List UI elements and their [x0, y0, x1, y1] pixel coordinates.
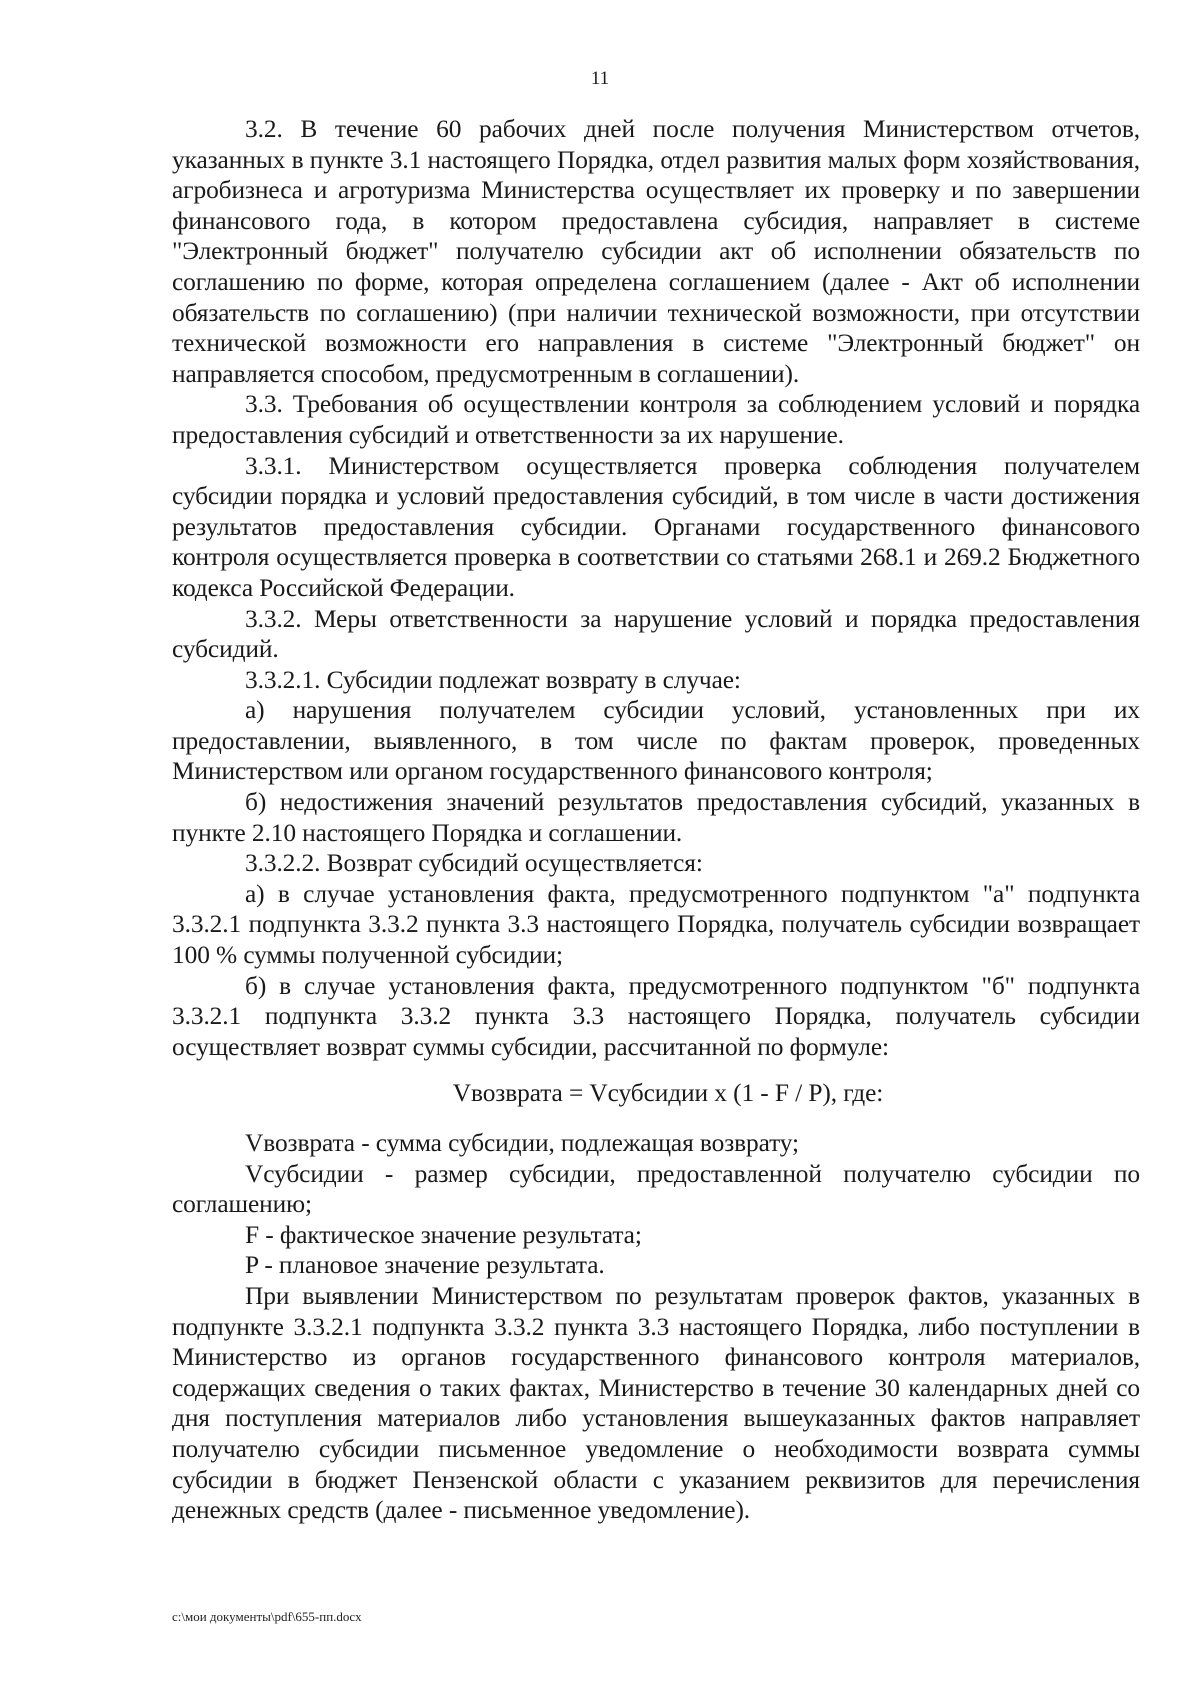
page-number: 11 [590, 68, 610, 89]
definition-f: F - фактическое значение результата; [245, 1220, 642, 1249]
paragraph-3-3-2-1-b: б) недостижения значений результатов предоставления субсидий, указанных в пункте 2.10 настоящего Порядка и соглашении. [172, 788, 1140, 847]
definition-v-subsidy: Vсубсидии - размер субсидии, предоставленной получателю субсидии по соглашению; [172, 1159, 1140, 1219]
paragraph-3-3-1: 3.3.1. Министерством осуществляется проверка соблюдения получателем субсидии порядка и условий предоставления субсидий, в том числе в части достижения результатов предоставления субсидии. Органами государственного финансового контроля осуществляется проверка в соответствии со статьями 268.1 и 269.2 Бюджетного кодекса Российской Федерации. [172, 451, 1140, 602]
definition-p: P - плановое значение результата. [245, 1251, 605, 1280]
paragraph-3-3-2-1: 3.3.2.1. Субсидии подлежат возврату в случае: [245, 665, 741, 694]
paragraph-3-3-2-2-b: б) в случае установления факта, предусмотренного подпунктом "б" подпункта 3.3.2.1 подпункта 3.3.2 пункта 3.3 настоящего Порядка, получатель субсидии осуществляет возврат суммы субсидии, рассчитанной по формуле: [172, 971, 1140, 1061]
paragraph-3-3-2: 3.3.2. Меры ответственности за нарушение условий и порядка предоставления субсидий. [172, 604, 1140, 664]
paragraph-3-3-2-1-a: а) нарушения получателем субсидии условий, установленных при их предоставлении, выявленного, в том числе по фактам проверок, проведенных Министерством или органом государственного финансового контроля; [172, 696, 1140, 786]
paragraph-3-3: 3.3. Требования об осуществлении контроля за соблюдением условий и порядка предоставления субсидий и ответственности за их нарушение. [172, 390, 1140, 449]
footer-file-path: c:\мои документы\pdf\655-пп.docx [172, 1609, 362, 1624]
paragraph-3-3-2-2: 3.3.2.2. Возврат субсидий осуществляется: [245, 849, 703, 878]
definition-v-refund: Vвозврата - сумма субсидии, подлежащая возврату; [245, 1129, 800, 1157]
closing-paragraph: При выявлении Министерством по результатам проверок фактов, указанных в подпункте 3.3.2.1 подпункта 3.3.2 пункта 3.3 настоящего Порядка, либо поступлении в Министерство из органов государственного финансового контроля материалов, содержащих сведения о таких фактах, Министерство в течение 30 календарных дней со дня поступления материалов либо установления вышеуказанных фактов направляет получателю субсидии письменное уведомление о необходимости возврата суммы субсидии в бюджет Пензенской области с указанием реквизитов для перечисления денежных средств (далее - письменное уведомление). [172, 1281, 1140, 1525]
document-body [172, 114, 1140, 1526]
refund-formula: Vвозврата = Vсубсидии x (1 - F / P), где: [452, 1079, 884, 1108]
paragraph-3-3-2-2-a: а) в случае установления факта, предусмотренного подпунктом "а" подпункта 3.3.2.1 подпункта 3.3.2 пункта 3.3 настоящего Порядка, получатель субсидии возвращает 100 % суммы полученной субсидии; [172, 879, 1140, 970]
paragraph-3-2: 3.2. В течение 60 рабочих дней после получения Министерством отчетов, указанных в пункте 3.1 настоящего Порядка, отдел развития малых форм хозяйствования, агробизнеса и агротуризма Министерства осуществляет их проверку и по завершении финансового года, в котором предоставлена субсидия, направляет в системе "Электронный бюджет" получателю субсидии акт об исполнении обязательств по соглашению по форме, которая определена соглашением (далее - Акт об исполнении обязательств по соглашению) (при наличии технической возможности, при отсутствии технической возможности его направления в системе "Электронный бюджет" он направляется способом, предусмотренным в соглашении). [172, 115, 1140, 388]
